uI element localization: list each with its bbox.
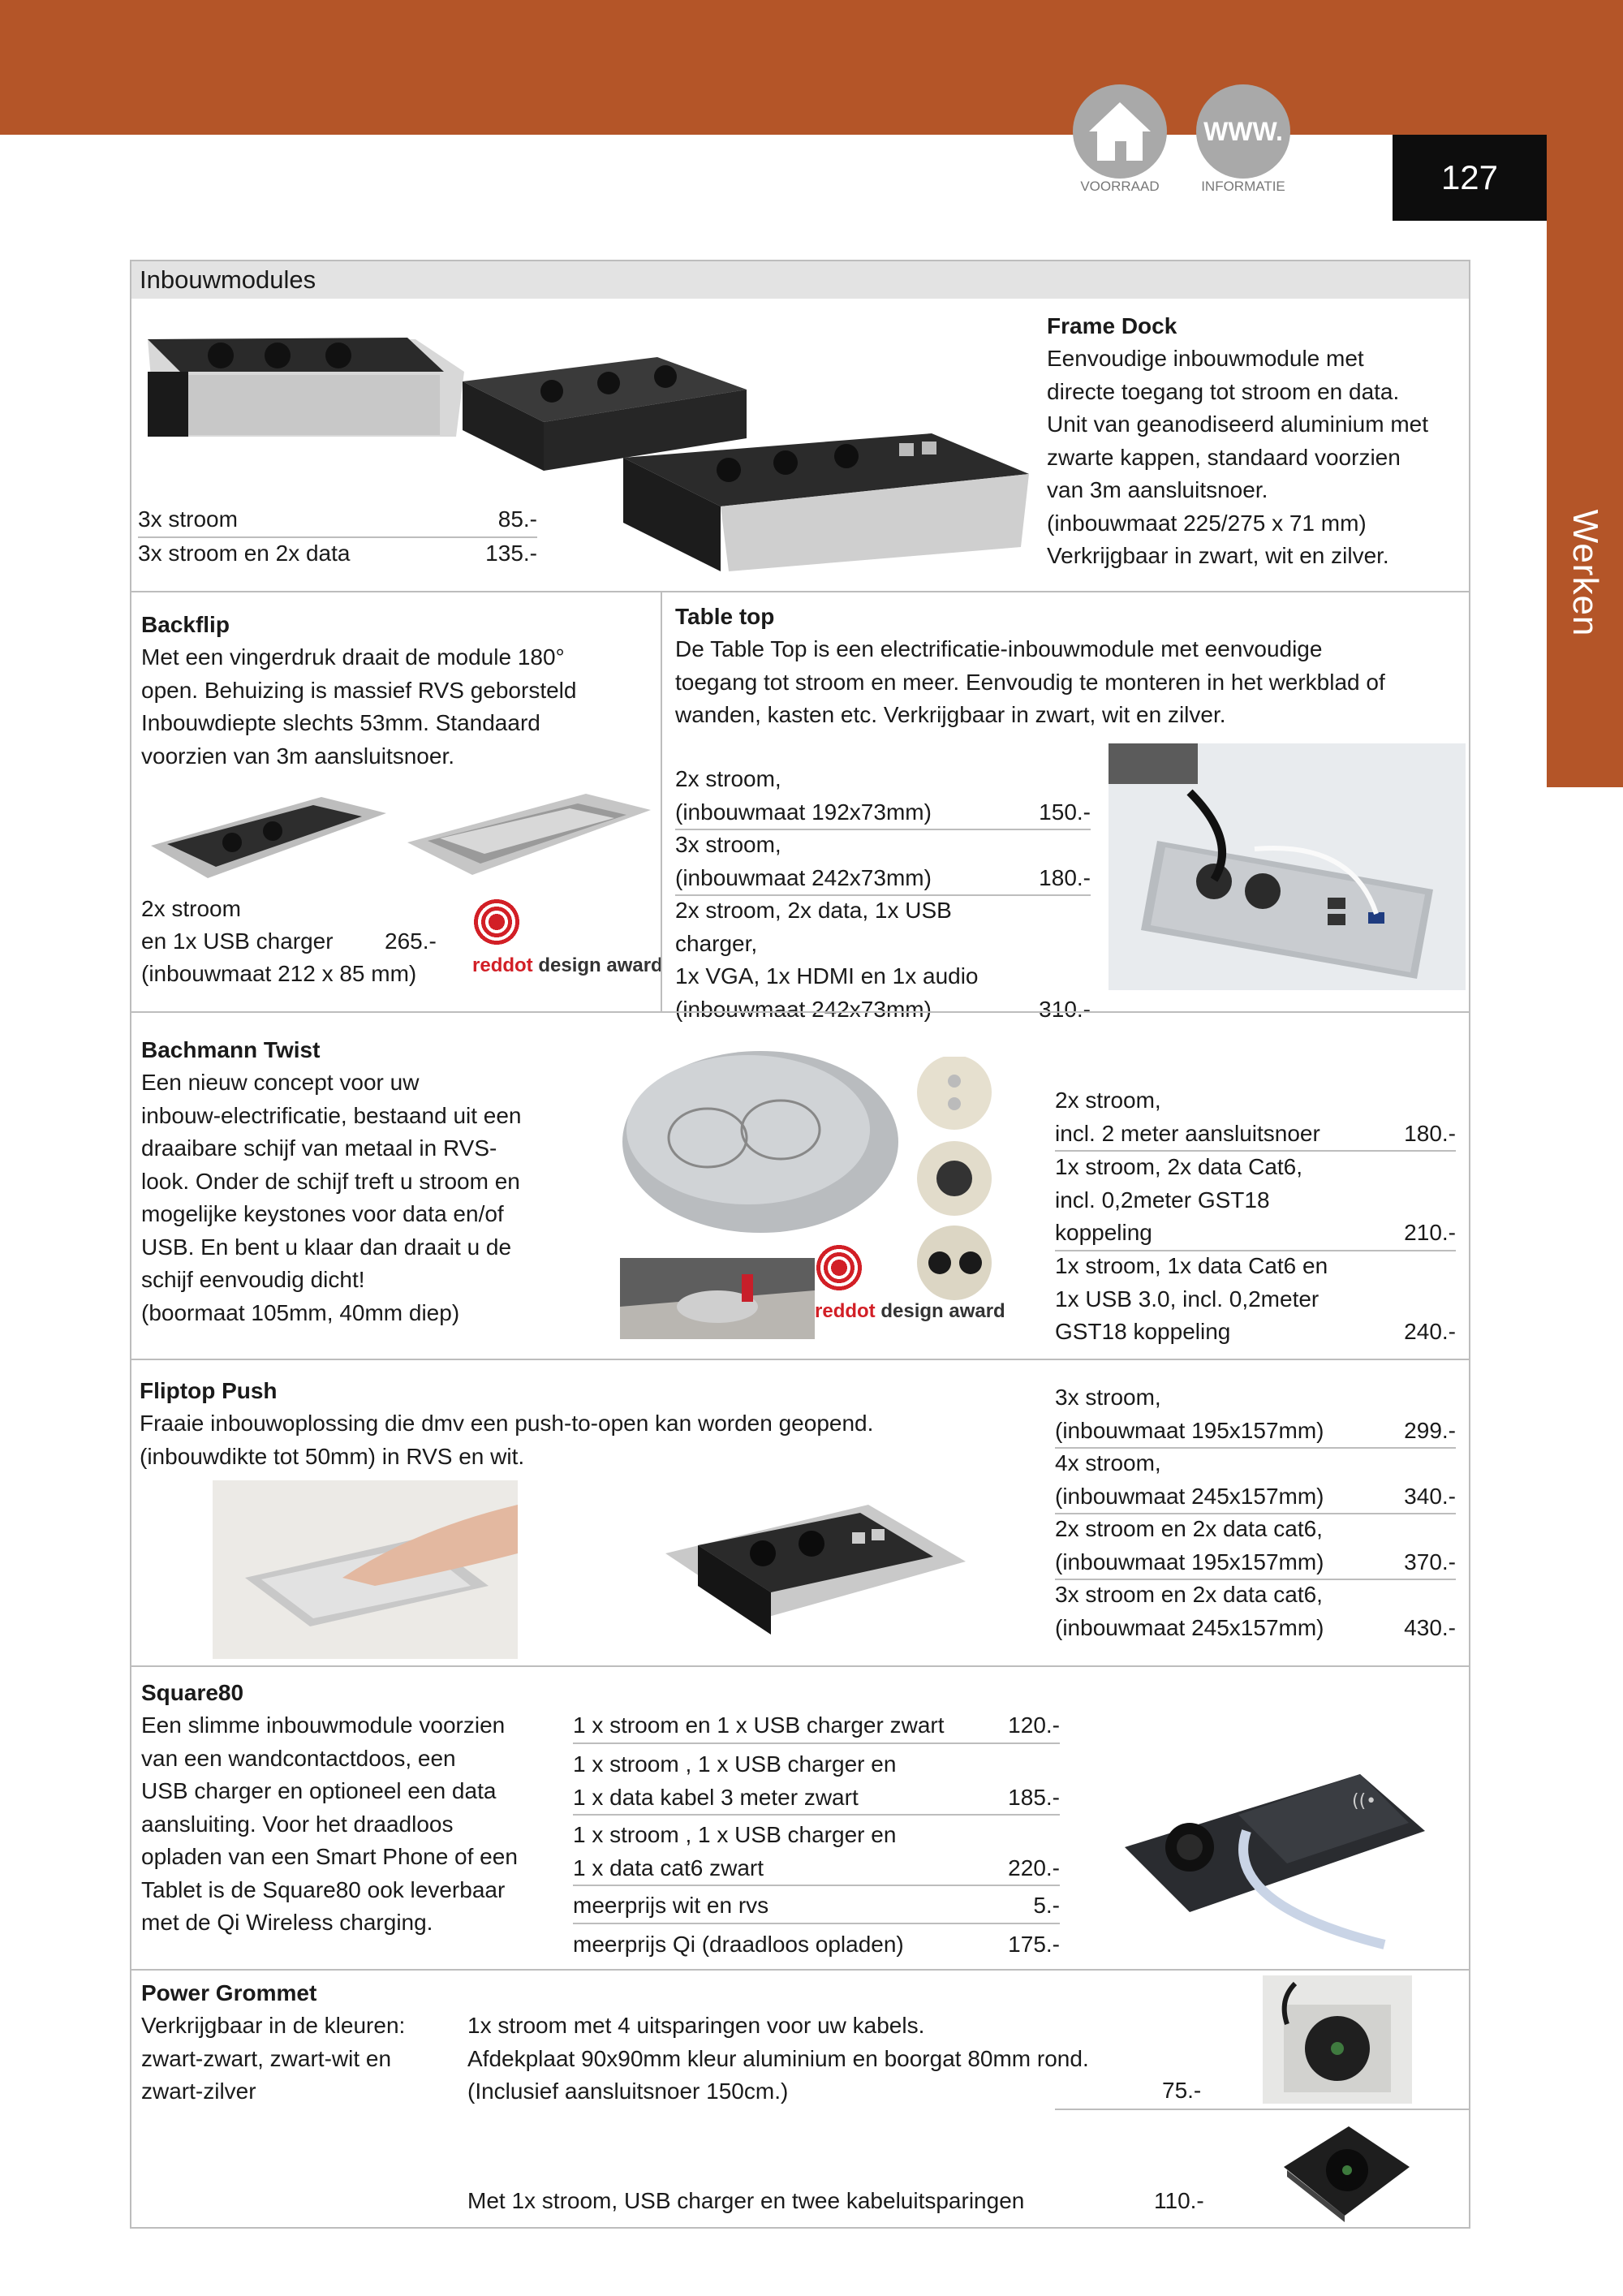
square80-image [1125, 1742, 1425, 1957]
twist-price-row [1055, 1250, 1456, 1349]
price-value: 135.- [485, 541, 537, 566]
divider [131, 1969, 1469, 1971]
price-value: 185.- [1008, 1784, 1060, 1810]
divider [131, 1665, 1469, 1667]
backflip-option-line2: en 1x USB charger [141, 928, 334, 954]
grommet-image-2 [1276, 2118, 1414, 2228]
svg-text:((•: ((• [1352, 1791, 1377, 1811]
price-value: 210.- [1404, 1220, 1456, 1245]
informatie-label: INFORMATIE [1201, 179, 1285, 194]
tabletop-title: Table top [675, 604, 775, 629]
page-number: 127 [1393, 135, 1547, 221]
price-value: 180.- [1404, 1120, 1456, 1146]
backflip-option-line1: 2x stroom [141, 896, 241, 921]
voorraad-badge [1073, 84, 1167, 179]
backflip-title: Backflip [141, 612, 230, 637]
price-desc: 1 x stroom en 1 x USB charger zwart [573, 1712, 945, 1738]
reddot-icon [472, 898, 521, 946]
fliptop-image-hand [213, 1480, 518, 1663]
price-desc: 4x stroom, (inbouwmaat 245x157mm) [1055, 1450, 1324, 1509]
price-value: 120.- [1008, 1712, 1060, 1738]
grommet-item1-price: 75.- [1162, 2078, 1202, 2103]
price-value: 85.- [497, 506, 537, 532]
price-desc: 3x stroom, (inbouwmaat 195x157mm) [1055, 1385, 1324, 1443]
price-desc: 3x stroom [138, 506, 238, 532]
price-desc: 1x stroom, 2x data Cat6, incl. 0,2meter GST18 koppeling [1055, 1154, 1303, 1245]
section-title: Inbouwmodules [131, 261, 1469, 299]
price-desc: 2x stroom, 2x data, 1x USB charger, 1x VGA, 1x HDMI en 1x audio (inbouwmaat 242x73mm) [675, 898, 979, 1022]
price-value: 299.- [1404, 1417, 1456, 1443]
side-tab [1547, 135, 1623, 787]
house-icon [1073, 84, 1167, 179]
fliptop-price-row [1055, 1513, 1456, 1580]
twist-image-open [620, 1258, 815, 1343]
twist-desc: Een nieuw concept voor uw inbouw-electrificatie, bestaand uit een draaibare schijf van metaal in RVS- look. Onder de schijf treft u stroom en mogelijke keystones voor data en/of USB. En bent u klaar dan draait u de schijf eenvoudig dicht! (boormaat 105mm, 40mm diep) [141, 1070, 522, 1325]
price-value: 180.- [1039, 864, 1091, 890]
tabletop-price-row [675, 763, 1091, 830]
price-value: 150.- [1039, 799, 1091, 825]
fliptop-desc: Fraaie inbouwoplossing die dmv een push-to-open kan worden geopend. (inbouwdikte tot 50mm) in RVS en wit. [140, 1411, 874, 1469]
price-value: 310.- [1039, 996, 1091, 1022]
informatie-badge [1196, 84, 1290, 179]
price-desc: 2x stroom, incl. 2 meter aansluitsnoer [1055, 1088, 1320, 1146]
price-value: 5.- [1033, 1893, 1060, 1918]
price-value: 240.- [1404, 1319, 1456, 1344]
divider [131, 591, 1469, 592]
reddot-award [472, 898, 663, 977]
voorraad-label: VOORRAAD [1080, 179, 1160, 194]
price-value: 370.- [1404, 1549, 1456, 1574]
twist-price-row [1055, 1151, 1456, 1251]
price-desc: meerprijs wit en rvs [573, 1893, 769, 1918]
square80-price-row [573, 1819, 1060, 1886]
award-text: design award [538, 954, 663, 976]
square80-desc: Een slimme inbouwmodule voorzien van een wandcontactdoos, een USB charger en optioneel een data aansluiting. Voor het draadloos opladen van een Smart Phone of een Tablet is de Square80 ook leverbaar met de Qi Wireless charging. [141, 1712, 518, 1935]
price-desc: 3x stroom, (inbouwmaat 242x73mm) [675, 832, 932, 890]
fliptop-image-open [665, 1497, 966, 1663]
square80-price-row [573, 1748, 1060, 1816]
backflip-option-price: 265.- [385, 928, 437, 954]
fliptop-price-row [1055, 1381, 1456, 1449]
backflip-image-1 [151, 797, 386, 890]
twist-image-disc [618, 1049, 902, 1239]
price-value: 340.- [1404, 1483, 1456, 1509]
price-desc: 1x stroom, 1x data Cat6 en 1x USB 3.0, incl. 0,2meter GST18 koppeling [1055, 1253, 1328, 1344]
price-desc: 3x stroom en 2x data cat6, (inbouwmaat 245x157mm) [1055, 1582, 1324, 1640]
price-desc: meerprijs Qi (draadloos opladen) [573, 1932, 904, 1957]
grommet-item2-price: 110.- [1154, 2188, 1204, 2213]
grommet-title: Power Grommet [141, 1980, 317, 2005]
square80-title: Square80 [141, 1680, 244, 1705]
twist-price-row [1055, 1084, 1456, 1152]
frame-dock-image-3 [623, 425, 1029, 575]
reddot-icon [815, 1243, 863, 1292]
grommet-image-1 [1263, 1975, 1412, 2108]
side-tab-label: Werken [1565, 509, 1605, 637]
divider [1055, 2109, 1469, 2110]
divider [661, 591, 662, 1011]
twist-title: Bachmann Twist [141, 1037, 321, 1062]
price-desc: 2x stroom en 2x data cat6, (inbouwmaat 195x157mm) [1055, 1516, 1324, 1574]
square80-price-row [573, 1709, 1060, 1744]
award-text: design award [880, 1300, 1005, 1322]
backflip-image-2 [407, 794, 651, 895]
grommet-item1-desc: 1x stroom met 4 uitsparingen voor uw kabels. Afdekplaat 90x90mm kleur aluminium en boorgat 80mm rond. (Inclusief aansluitsnoer 150cm.) [467, 2013, 1089, 2104]
fliptop-title: Fliptop Push [140, 1378, 278, 1403]
frame-dock-price-row [138, 503, 537, 538]
backflip-desc: Met een vingerdruk draait de module 180° open. Behuizing is massief RVS geborsteld Inbouwdiepte slechts 53mm. Standaard voorzien van 3m aansluitsnoer. [141, 644, 577, 769]
tabletop-price-row [675, 829, 1091, 896]
grommet-item2-desc: Met 1x stroom, USB charger en twee kabeluitsparingen [467, 2188, 1025, 2213]
price-value: 430.- [1404, 1614, 1456, 1640]
header-band [0, 0, 1623, 135]
price-desc: 1 x stroom , 1 x USB charger en 1 x data kabel 3 meter zwart [573, 1751, 897, 1810]
price-desc: 2x stroom, (inbouwmaat 192x73mm) [675, 766, 932, 825]
price-value: 220.- [1008, 1854, 1060, 1880]
square80-price-row [573, 1928, 1060, 1962]
price-value: 175.- [1008, 1932, 1060, 1957]
grommet-colors: Verkrijgbaar in de kleuren: zwart-zwart, zwart-wit en zwart-zilver [141, 2013, 406, 2104]
tabletop-image [1109, 743, 1466, 994]
award-brand: reddot [815, 1300, 876, 1322]
divider [131, 1359, 1469, 1360]
frame-dock-image-1 [140, 323, 464, 457]
divider [131, 1011, 1469, 1013]
frame-dock-price-row [138, 537, 537, 571]
frame-dock-title: Frame Dock [1047, 313, 1177, 338]
fliptop-price-row [1055, 1579, 1456, 1644]
reddot-award [815, 1243, 1005, 1323]
backflip-option-line3: (inbouwmaat 212 x 85 mm) [141, 961, 417, 986]
price-desc: 1 x stroom , 1 x USB charger en 1 x data cat6 zwart [573, 1822, 897, 1880]
price-desc: 3x stroom en 2x data [138, 541, 351, 566]
frame-dock-desc: Eenvoudige inbouwmodule met directe toegang tot stroom en data. Unit van geanodiseerd aluminium met zwarte kappen, standaard voorzien van 3m aansluitsnoer. (inbouwmaat 225/275 x 71 mm) Verkrijgbaar in zwart, wit en zilver. [1047, 346, 1429, 568]
tabletop-price-row [675, 894, 1091, 1026]
award-brand: reddot [472, 954, 533, 976]
tabletop-desc: De Table Top is een electrificatie-inbouwmodule met eenvoudige toegang tot stroom en meer. Eenvoudig te monteren in het werkblad of wanden, kasten etc. Verkrijgbaar in zwart, wit en zilver. [675, 636, 1385, 727]
fliptop-price-row [1055, 1447, 1456, 1514]
square80-price-row [573, 1889, 1060, 1924]
www-icon: WWW. [1196, 84, 1290, 179]
